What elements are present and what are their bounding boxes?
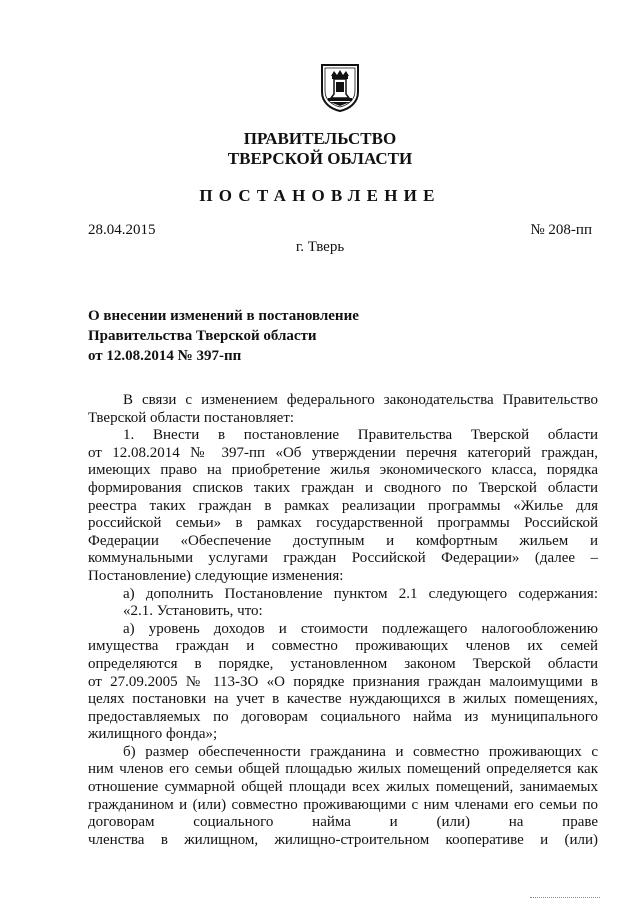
body-line: а) уровень доходов и стоимости подлежащего налогообложению bbox=[123, 620, 598, 637]
document-date: 28.04.2015 bbox=[88, 222, 156, 238]
body-line: российской семьи» в рамках государственной программы Российской bbox=[88, 515, 598, 532]
body-line: Постановление) следующие изменения: bbox=[88, 567, 344, 584]
body-line: договорам социального найма и (или) на праве bbox=[88, 814, 598, 831]
body-line: Тверской области постановляет: bbox=[88, 409, 295, 426]
body-line: от 27.09.2005 № 113-ЗО «О порядке признания граждан малоимущими в bbox=[88, 673, 598, 690]
body-line: предоставляемых по договорам социального найма из муниципального bbox=[88, 708, 598, 725]
government-name-line2: ТВЕРСКОЙ ОБЛАСТИ bbox=[227, 149, 413, 168]
body-line: от 12.08.2014 № 397-пп «Об утверждении перечня категорий граждан, bbox=[88, 444, 598, 461]
document-type: ПОСТАНОВЛЕНИЕ bbox=[199, 186, 441, 205]
body-line: а) дополнить Постановление пунктом 2.1 следующего содержания: bbox=[123, 585, 598, 602]
body-line: имущества граждан и совместно проживающих членов их семей bbox=[88, 638, 598, 655]
page-footer-mark bbox=[530, 897, 600, 900]
body-line: В связи с изменением федерального законодательства Правительство bbox=[123, 392, 598, 408]
tver-coat-of-arms-icon bbox=[318, 62, 362, 112]
document-body bbox=[88, 392, 598, 849]
body-line: Федерации «Обеспечение доступным и комфортным жильем и bbox=[88, 532, 598, 549]
subject-line: О внесении изменений в постановление bbox=[88, 308, 359, 324]
government-name-line1: ПРАВИТЕЛЬСТВО bbox=[243, 129, 397, 148]
body-line: целях постановки на учет в качестве нуждающихся в жилых помещениях, bbox=[88, 691, 598, 708]
body-line: отношение суммарной общей площади всех жилых помещений, занимаемых bbox=[88, 779, 598, 796]
subject-line: от 12.08.2014 № 397-пп bbox=[88, 348, 242, 364]
body-line: коммунальными услугами граждан Российской Федерации» (далее – bbox=[88, 550, 598, 567]
body-line: б) размер обеспеченности гражданина и совместно проживающих с bbox=[123, 743, 598, 760]
body-line: 1. Внести в постановление Правительства Тверской области bbox=[123, 427, 598, 444]
subject-line: Правительства Тверской области bbox=[88, 328, 317, 344]
body-line: имеющих право на приобретение жилья экономического класса, порядка bbox=[88, 462, 598, 479]
body-line: «2.1. Установить, что: bbox=[123, 603, 263, 620]
body-line: формирования списков таких граждан и сводного по Тверской области bbox=[88, 479, 598, 496]
body-line: жилищного фонда»; bbox=[88, 726, 218, 743]
body-line: реестра таких граждан в рамках реализации программы «Жилье для bbox=[88, 497, 598, 514]
document-number: № 208-пп bbox=[530, 222, 592, 238]
body-line: гражданином и (или) совместно проживающими с ним членами его семьи по bbox=[88, 796, 598, 813]
document-city: г. Тверь bbox=[295, 239, 345, 255]
body-line: ним членов его семьи общей площадью жилых помещений определяется как bbox=[88, 761, 598, 778]
body-line: членства в жилищном, жилищно-строительном кооперативе и (или) bbox=[88, 831, 598, 848]
body-line: определяются в порядке, установленном законом Тверской области bbox=[88, 655, 598, 672]
document-subject bbox=[88, 306, 488, 366]
